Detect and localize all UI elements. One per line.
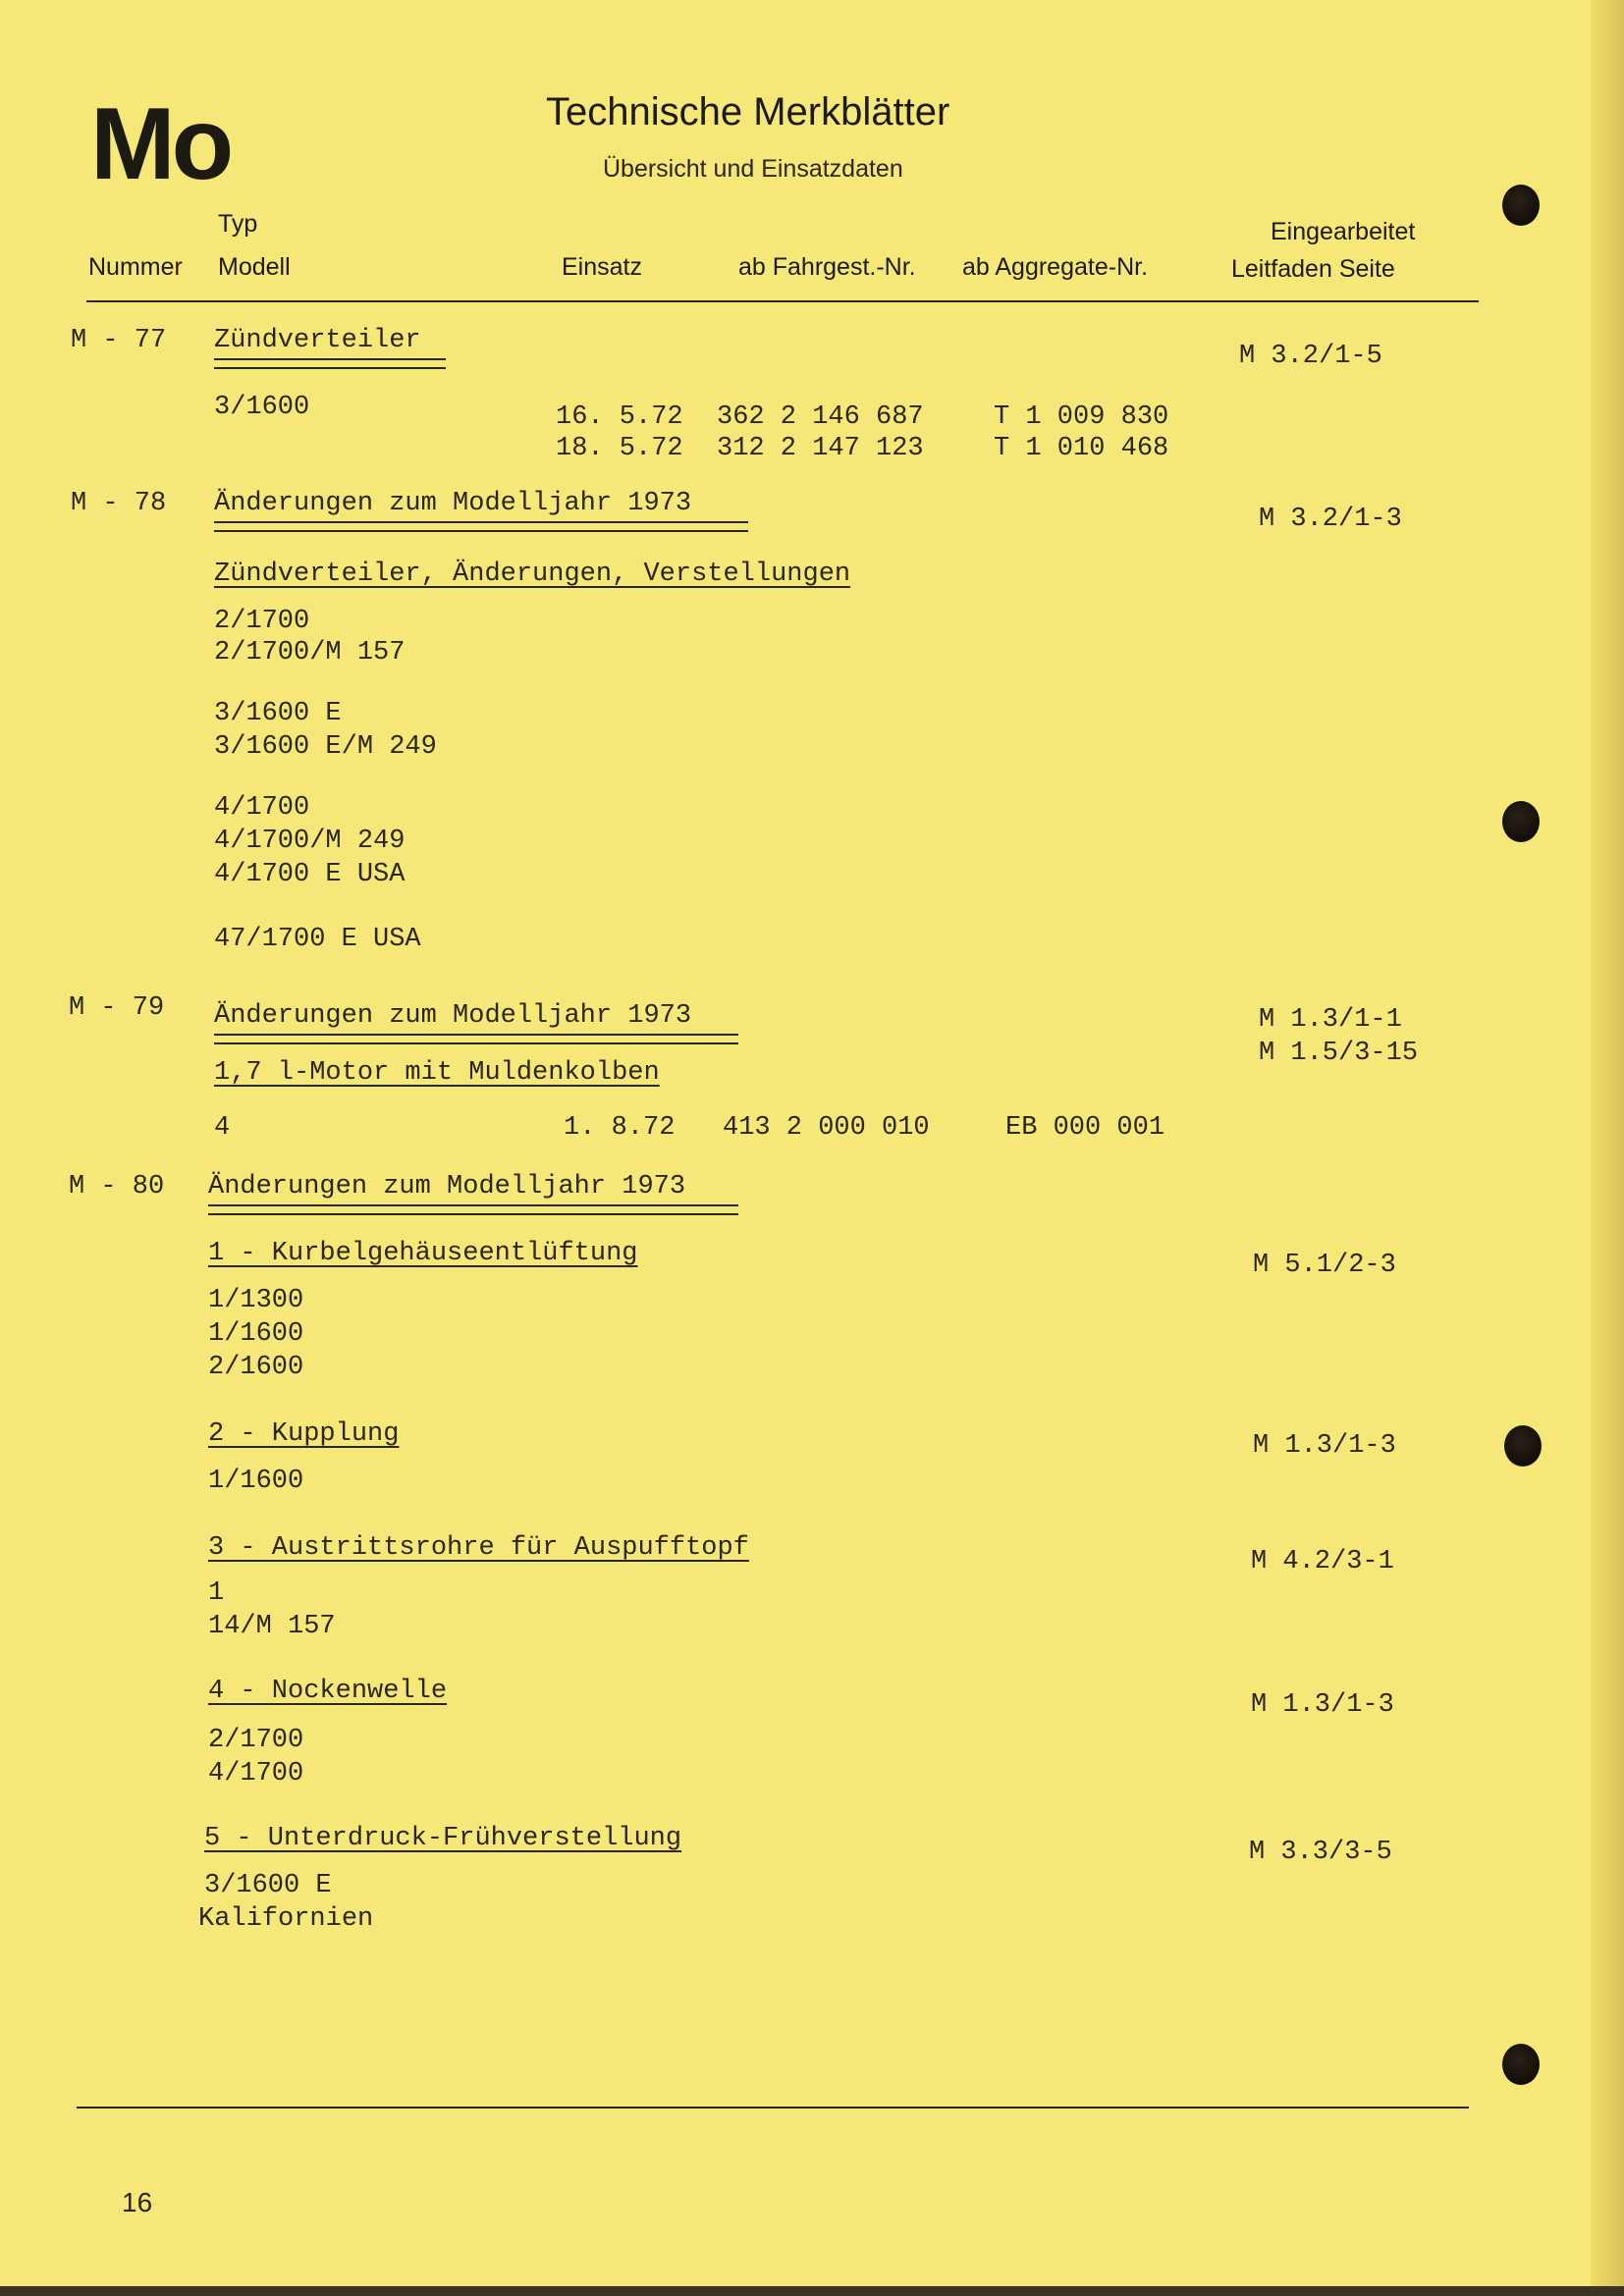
col-header-leitfaden: Leitfaden Seite — [1231, 255, 1395, 283]
binder-hole — [1502, 2044, 1540, 2085]
leitfaden-seite: M 3.2/1-5 — [1239, 342, 1382, 371]
double-underline — [214, 358, 446, 369]
binder-hole — [1502, 801, 1540, 842]
section-title: 1 - Kurbelgehäuseentlüftung — [208, 1239, 638, 1268]
leitfaden-seite: M 1.3/1-1 — [1259, 1005, 1402, 1035]
col-header-einsatz: Einsatz — [562, 253, 642, 281]
typ-modell: 2/1700/M 157 — [214, 638, 406, 667]
entry-title: Änderungen zum Modelljahr 1973 — [214, 1001, 692, 1031]
fahrgest-nr: 362 2 146 687 — [717, 402, 924, 432]
leitfaden-seite: M 1.3/1-3 — [1251, 1690, 1394, 1720]
leitfaden-seite: M 3.3/3-5 — [1249, 1838, 1392, 1867]
page-title: Technische Merkblätter — [546, 90, 950, 133]
section-title: 3 - Austrittsrohre für Auspufftopf — [208, 1533, 749, 1563]
double-underline — [214, 521, 748, 532]
section-title: 5 - Unterdruck-Frühverstellung — [204, 1824, 682, 1853]
col-header-typ: Typ — [218, 210, 258, 238]
entry-subtitle: 1,7 l-Motor mit Muldenkolben — [214, 1058, 660, 1088]
entry-title: Zündverteiler — [214, 326, 421, 355]
typ-modell: 3/1600 — [214, 393, 310, 422]
typ-modell: 1/1600 — [208, 1467, 304, 1496]
typ-modell: 1/1300 — [208, 1286, 304, 1315]
col-header-eingearbeitet: Eingearbeitet — [1271, 218, 1416, 245]
typ-modell: 4/1700 — [208, 1759, 304, 1789]
typ-modell: 4/1700 E USA — [214, 860, 406, 889]
footer-rule — [77, 2107, 1469, 2109]
leitfaden-seite: M 4.2/3-1 — [1251, 1547, 1394, 1576]
leitfaden-seite: M 1.3/1-3 — [1253, 1431, 1396, 1461]
typ-modell: 2/1700 — [214, 607, 310, 636]
einsatz-date: 18. 5.72 — [556, 434, 683, 463]
typ-modell: Kalifornien — [198, 1904, 374, 1934]
double-underline — [208, 1204, 738, 1215]
section-title: 4 - Nockenwelle — [208, 1677, 448, 1706]
typ-modell: 1 — [208, 1578, 225, 1608]
col-header-aggregate: ab Aggregate-Nr. — [962, 253, 1149, 281]
binder-hole — [1502, 185, 1540, 226]
fahrgest-nr: 312 2 147 123 — [717, 434, 924, 463]
header-rule — [86, 300, 1479, 302]
typ-modell: 14/M 157 — [208, 1612, 336, 1641]
typ-modell: 1/1600 — [208, 1319, 304, 1349]
typ-modell: 3/1600 E — [204, 1871, 332, 1900]
binder-hole — [1504, 1425, 1542, 1467]
double-underline — [214, 1034, 738, 1044]
entry-number: M - 78 — [71, 489, 167, 518]
logo: Mo — [90, 87, 231, 201]
entry-number: M - 80 — [69, 1172, 165, 1201]
typ-modell: 2/1700 — [208, 1726, 304, 1755]
aggregate-nr: T 1 010 468 — [994, 434, 1169, 463]
entry-title: Änderungen zum Modelljahr 1973 — [208, 1172, 686, 1201]
col-header-fahrgest: ab Fahrgest.-Nr. — [738, 253, 916, 281]
aggregate-nr: EB 000 001 — [1005, 1113, 1165, 1143]
leitfaden-seite: M 1.5/3-15 — [1259, 1039, 1419, 1068]
typ-modell: 3/1600 E/M 249 — [214, 732, 437, 762]
typ-modell: 4/1700 — [214, 793, 310, 823]
page-number: 16 — [122, 2187, 153, 2217]
entry-number: M - 79 — [69, 993, 165, 1023]
section-title: 2 - Kupplung — [208, 1419, 400, 1449]
page-edge — [1591, 0, 1624, 2296]
entry-title: Änderungen zum Modelljahr 1973 — [214, 489, 692, 518]
page-bottom-edge — [0, 2286, 1624, 2296]
einsatz-date: 16. 5.72 — [556, 402, 683, 432]
typ-modell: 2/1600 — [208, 1353, 304, 1382]
entry-subtitle: Zündverteiler, Änderungen, Verstellungen — [214, 560, 851, 589]
typ-modell: 47/1700 E USA — [214, 925, 421, 954]
einsatz-date: 1. 8.72 — [564, 1113, 676, 1143]
entry-number: M - 77 — [71, 326, 167, 355]
aggregate-nr: T 1 009 830 — [994, 402, 1169, 432]
leitfaden-seite: M 3.2/1-3 — [1259, 505, 1402, 534]
typ-modell: 4 — [214, 1113, 231, 1143]
leitfaden-seite: M 5.1/2-3 — [1253, 1251, 1396, 1280]
col-header-modell: Modell — [218, 253, 291, 281]
page-subtitle: Übersicht und Einsatzdaten — [603, 155, 903, 183]
typ-modell: 4/1700/M 249 — [214, 827, 406, 856]
fahrgest-nr: 413 2 000 010 — [723, 1113, 930, 1143]
typ-modell: 3/1600 E — [214, 699, 342, 728]
col-header-nummer: Nummer — [88, 253, 183, 281]
